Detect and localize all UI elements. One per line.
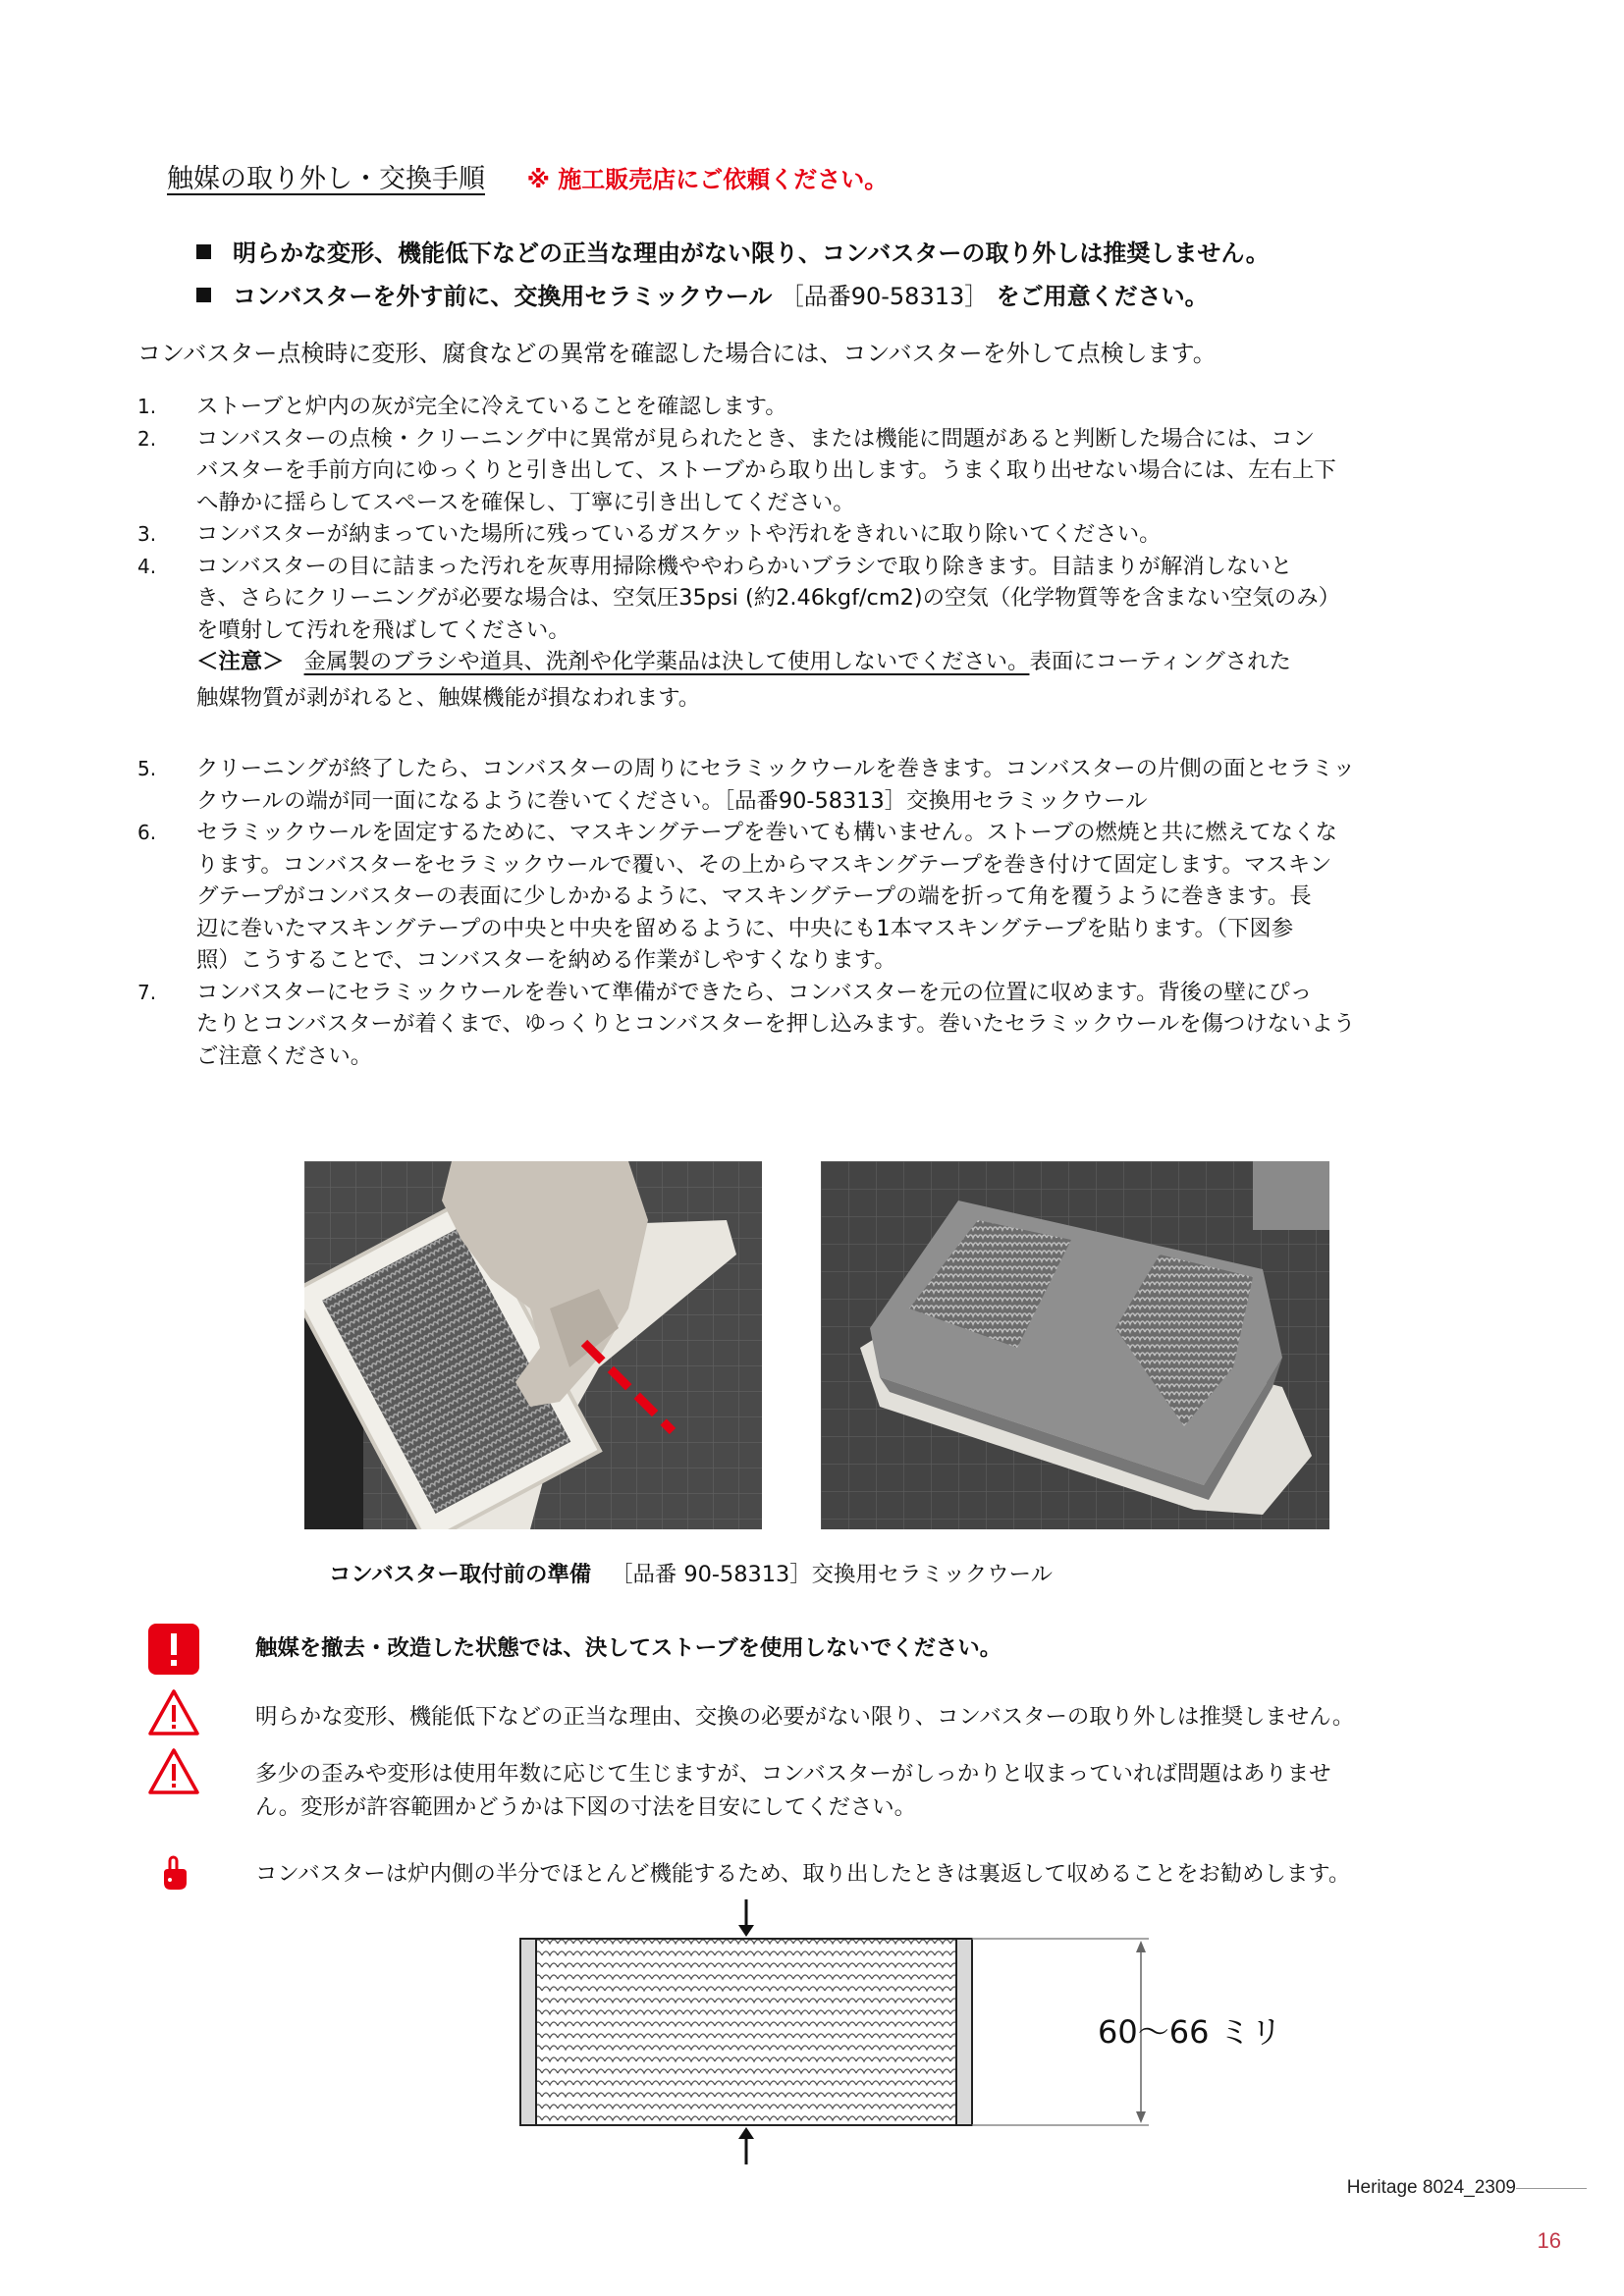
section-title: 触媒の取り外し・交換手順 bbox=[167, 164, 485, 194]
footer-divider bbox=[1516, 2188, 1587, 2189]
photo-wrapping-wool-image bbox=[304, 1161, 762, 1529]
step-item: 1. ストーブと炉内の灰が完全に冷えていることを確認します。 bbox=[137, 394, 787, 419]
procedure-steps bbox=[137, 391, 1532, 1072]
step-item: 7. コンバスターにセラミックウールを巻いて準備ができたら、コンバスターを元の位置に収めます。背後の壁にぴっ たりとコンバスターが着くまで、ゆっくりとコンバスターを押し込みます。巻いたセラミックウールを傷つけないよう ご注意ください。 bbox=[137, 979, 1356, 1069]
key-point: 明らかな変形、機能低下などの正当な理由がない限り、コンバスターの取り外しは推奨しません。 bbox=[196, 232, 1270, 275]
key-point: コンバスターを外す前に、交換用セラミックウール ［品番90-58313］ をご用意ください。 bbox=[196, 275, 1270, 318]
tip-note: コンバスターは炉内側の半分でほとんど機能するため、取り出したときは裏返して収めることをお勧めします。 bbox=[147, 1855, 1542, 1893]
step-item: 6. セラミックウールを固定するために、マスキングテープを巻いても構いません。ストーブの燃焼と共に燃えてなくな ります。コンバスターをセラミックウールで覆い、その上からマスキングテープを巻き付けて固定します。マスキン グテープがコンバスターの表面に少しかかるように、マスキングテープの端を折って角を覆うように巻きます。長 辺に巻いたマスキングテープの中央と中央を留めるように、中央にも1本マスキングテープを貼ります。（下図参 照）こうすることで、コンバスターを納める作業がしやすくなります。 bbox=[137, 820, 1337, 973]
intro-text: コンバスター点検時に変形、腐食などの異常を確認した場合には、コンバスターを外して点検します。 bbox=[137, 340, 1217, 367]
step-item: 5. クリーニングが終了したら、コンバスターの周りにセラミックウールを巻きます。コンバスターの片側の面とセラミッ クウールの端が同一面になるように巻いてください。［品番90-58313］交換用セラミックウール bbox=[137, 756, 1355, 814]
warning-triangle-icon bbox=[147, 1747, 200, 1796]
caution-note: ＜注意＞ 金属製のブラシや道具、洗剤や化学薬品は決して使用しないでください。表面にコーティングされた bbox=[196, 649, 1291, 674]
photo-caption: コンバスター取付前の準備 ［品番 90-58313］交換用セラミックウール bbox=[329, 1562, 1054, 1587]
caution-warning: 明らかな変形、機能低下などの正当な理由、交換の必要がない限り、コンバスターの取り外しは推奨しません。 bbox=[147, 1688, 1542, 1737]
page-number: 16 bbox=[1537, 2228, 1561, 2253]
photo-wrapped-combustor-image bbox=[821, 1161, 1329, 1529]
section-header bbox=[167, 157, 888, 195]
step-item: 3. コンバスターが納まっていた場所に残っているガスケットや汚れをきれいに取り除いてください。 bbox=[137, 521, 1162, 547]
pointing-hand-icon bbox=[159, 1855, 189, 1893]
dimension-label: 60～66 ミリ bbox=[1098, 2013, 1282, 2051]
square-bullet-icon bbox=[196, 244, 211, 259]
photo-wrapped-combustor bbox=[821, 1161, 1329, 1529]
step-item: 2. コンバスターの点検・クリーニング中に異常が見られたとき、または機能に問題があると判断した場合には、コン バスターを手前方向にゆっくりと引き出して、ストーブから取り出します。うまく取り出せない場合には、左右上下 へ静かに揺らしてスペースを確保し、丁寧に引き出してください。 bbox=[137, 425, 1336, 515]
key-points bbox=[196, 232, 1270, 318]
warning-triangle-icon bbox=[147, 1688, 200, 1737]
square-bullet-icon bbox=[196, 288, 211, 302]
caution-note-continued: 触媒物質が剥がれると、触媒機能が損なわれます。 bbox=[196, 684, 701, 711]
photo-wrapping-wool bbox=[304, 1161, 762, 1529]
exclamation-icon bbox=[148, 1624, 199, 1675]
caution-warning: 多少の歪みや変形は使用年数に応じて生じますが、コンバスターがしっかりと収まっていれば問題はありませ ん。変形が許容範囲かどうかは下図の寸法を目安にしてください。 bbox=[147, 1747, 1542, 1824]
combustor-dimension-diagram bbox=[511, 1899, 1296, 2164]
dealer-note: ※ 施工販売店にご依頼ください。 bbox=[526, 166, 889, 193]
part-number: ［品番90-58313］ bbox=[780, 283, 989, 310]
prohibition-warning: 触媒を撤去・改造した状態では、決してストーブを使用しないでください。 bbox=[147, 1624, 1542, 1675]
step-item: 4. コンバスターの目に詰まった汚れを灰専用掃除機ややわらかいブラシで取り除きます。目詰まりが解消しないと き、さらにクリーニングが必要な場合は、空気圧35psi (約2.46kgf/cm2)の空気（化学物質等を含まない空気のみ） を噴射して汚れを飛ばしてください。 bbox=[137, 553, 1341, 643]
footer-brand: Heritage 8024_2309 bbox=[1346, 2177, 1516, 2198]
